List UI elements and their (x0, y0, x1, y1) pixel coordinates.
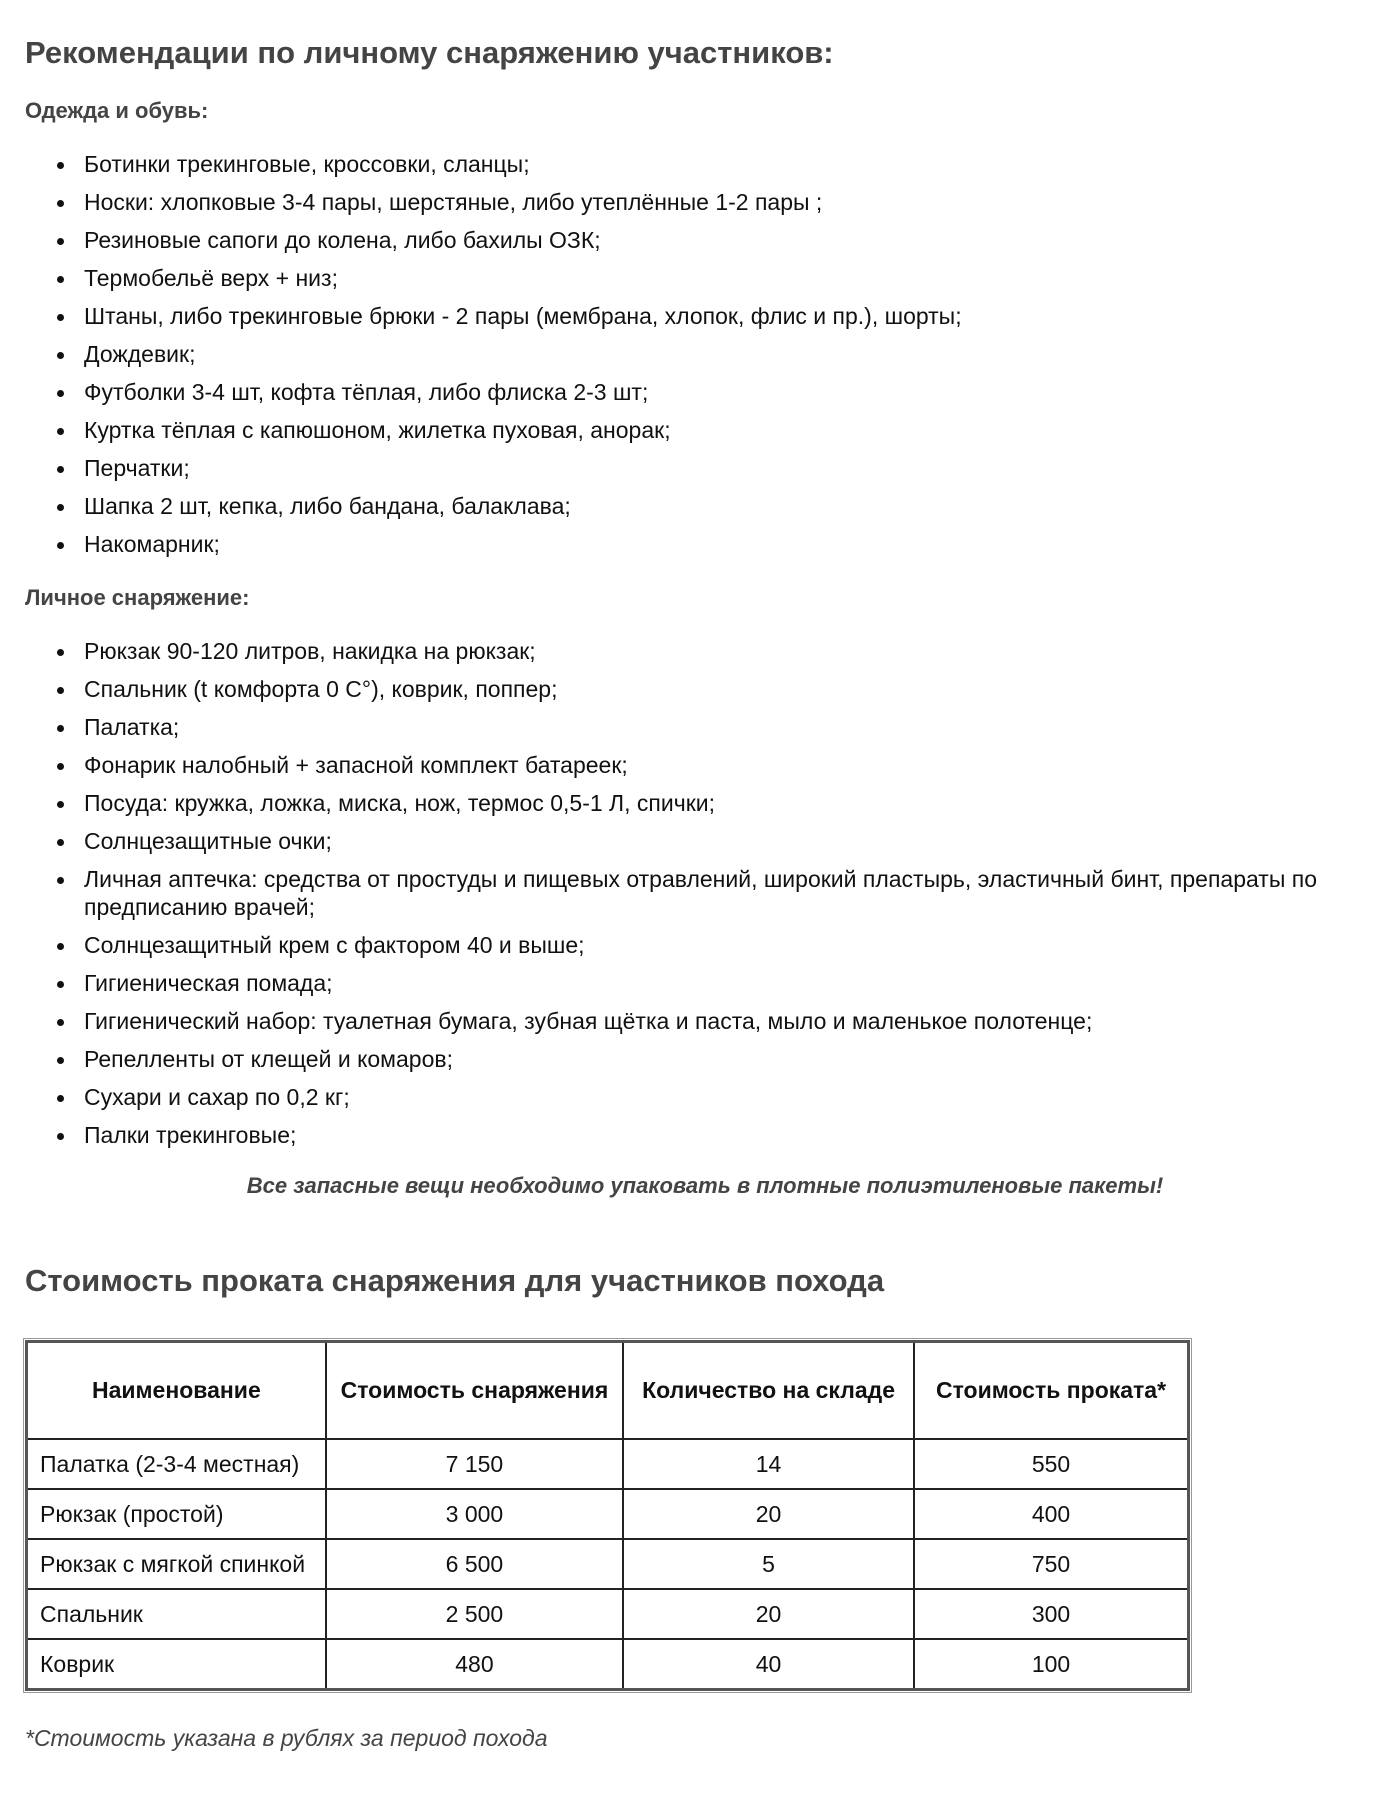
list-item: Куртка тёплая с капюшоном, жилетка пуховая, анорак; (25, 416, 1385, 444)
footnote: *Стоимость указана в рублях за период похода (25, 1725, 548, 1751)
list-item: Репелленты от клещей и комаров; (25, 1045, 1385, 1073)
cell-name: Рюкзак с мягкой спинкой (27, 1539, 326, 1589)
cell-rental-cost: 750 (914, 1539, 1188, 1589)
list-item: Спальник (t комфорта 0 С°), коврик, поппер; (25, 675, 1385, 703)
cell-equipment-cost: 2 500 (326, 1589, 623, 1639)
list-item: Гигиеническая помада; (25, 969, 1385, 997)
list-item: Накомарник; (25, 530, 1385, 558)
rental-table (25, 1340, 1190, 1691)
header-stock-quantity: Количество на складе (623, 1342, 914, 1440)
list-item: Носки: хлопковые 3-4 пары, шерстяные, либо утеплённые 1-2 пары ; (25, 188, 1385, 216)
list-item: Палки трекинговые; (25, 1121, 1385, 1149)
cell-stock-quantity: 5 (623, 1539, 914, 1589)
personal-gear-list (25, 637, 1385, 1159)
header-equipment-cost: Стоимость снаряжения (326, 1342, 623, 1440)
list-item: Солнцезащитные очки; (25, 827, 1385, 855)
list-item: Термобельё верх + низ; (25, 264, 1385, 292)
table-row (27, 1539, 1189, 1589)
list-item: Личная аптечка: средства от простуды и пищевых отравлений, широкий пластырь, эластичный бинт, препараты по предписанию врачей; (25, 865, 1385, 921)
list-item: Гигиенический набор: туалетная бумага, зубная щётка и паста, мыло и маленькое полотенце; (25, 1007, 1385, 1035)
header-name: Наименование (27, 1342, 326, 1440)
table-header-row (27, 1342, 1189, 1440)
rental-title: Стоимость проката снаряжения для участников похода (25, 1263, 885, 1298)
list-item: Шапка 2 шт, кепка, либо бандана, балаклава; (25, 492, 1385, 520)
recommendations-title: Рекомендации по личному снаряжению участников: (25, 35, 834, 70)
rental-table-body (27, 1439, 1189, 1690)
table-row (27, 1439, 1189, 1489)
cell-rental-cost: 550 (914, 1439, 1188, 1489)
list-item: Перчатки; (25, 454, 1385, 482)
table-row (27, 1639, 1189, 1690)
cell-name: Рюкзак (простой) (27, 1489, 326, 1539)
cell-stock-quantity: 20 (623, 1589, 914, 1639)
list-item: Дождевик; (25, 340, 1385, 368)
list-item: Фонарик налобный + запасной комплект батареек; (25, 751, 1385, 779)
header-rental-cost: Стоимость проката* (914, 1342, 1188, 1440)
list-item: Посуда: кружка, ложка, миска, нож, термос 0,5-1 Л, спички; (25, 789, 1385, 817)
table-row (27, 1489, 1189, 1539)
cell-stock-quantity: 14 (623, 1439, 914, 1489)
cell-name: Спальник (27, 1589, 326, 1639)
clothing-section-title: Одежда и обувь: (25, 98, 209, 123)
cell-equipment-cost: 7 150 (326, 1439, 623, 1489)
cell-name: Коврик (27, 1639, 326, 1690)
table-row (27, 1589, 1189, 1639)
cell-equipment-cost: 480 (326, 1639, 623, 1690)
cell-rental-cost: 400 (914, 1489, 1188, 1539)
packing-note: Все запасные вещи необходимо упаковать в плотные полиэтиленовые пакеты! (246, 1173, 1164, 1198)
cell-rental-cost: 300 (914, 1589, 1188, 1639)
list-item: Палатка; (25, 713, 1385, 741)
list-item: Штаны, либо трекинговые брюки - 2 пары (мембрана, хлопок, флис и пр.), шорты; (25, 302, 1385, 330)
list-item: Сухари и сахар по 0,2 кг; (25, 1083, 1385, 1111)
cell-equipment-cost: 6 500 (326, 1539, 623, 1589)
list-item: Ботинки трекинговые, кроссовки, сланцы; (25, 150, 1385, 178)
clothing-list (25, 150, 1385, 568)
cell-name: Палатка (2-3-4 местная) (27, 1439, 326, 1489)
personal-gear-section-title: Личное снаряжение: (25, 585, 250, 610)
cell-stock-quantity: 40 (623, 1639, 914, 1690)
cell-stock-quantity: 20 (623, 1489, 914, 1539)
cell-equipment-cost: 3 000 (326, 1489, 623, 1539)
list-item: Солнцезащитный крем с фактором 40 и выше; (25, 931, 1385, 959)
cell-rental-cost: 100 (914, 1639, 1188, 1690)
list-item: Футболки 3-4 шт, кофта тёплая, либо флиска 2-3 шт; (25, 378, 1385, 406)
list-item: Рюкзак 90-120 литров, накидка на рюкзак; (25, 637, 1385, 665)
list-item: Резиновые сапоги до колена, либо бахилы ОЗК; (25, 226, 1385, 254)
